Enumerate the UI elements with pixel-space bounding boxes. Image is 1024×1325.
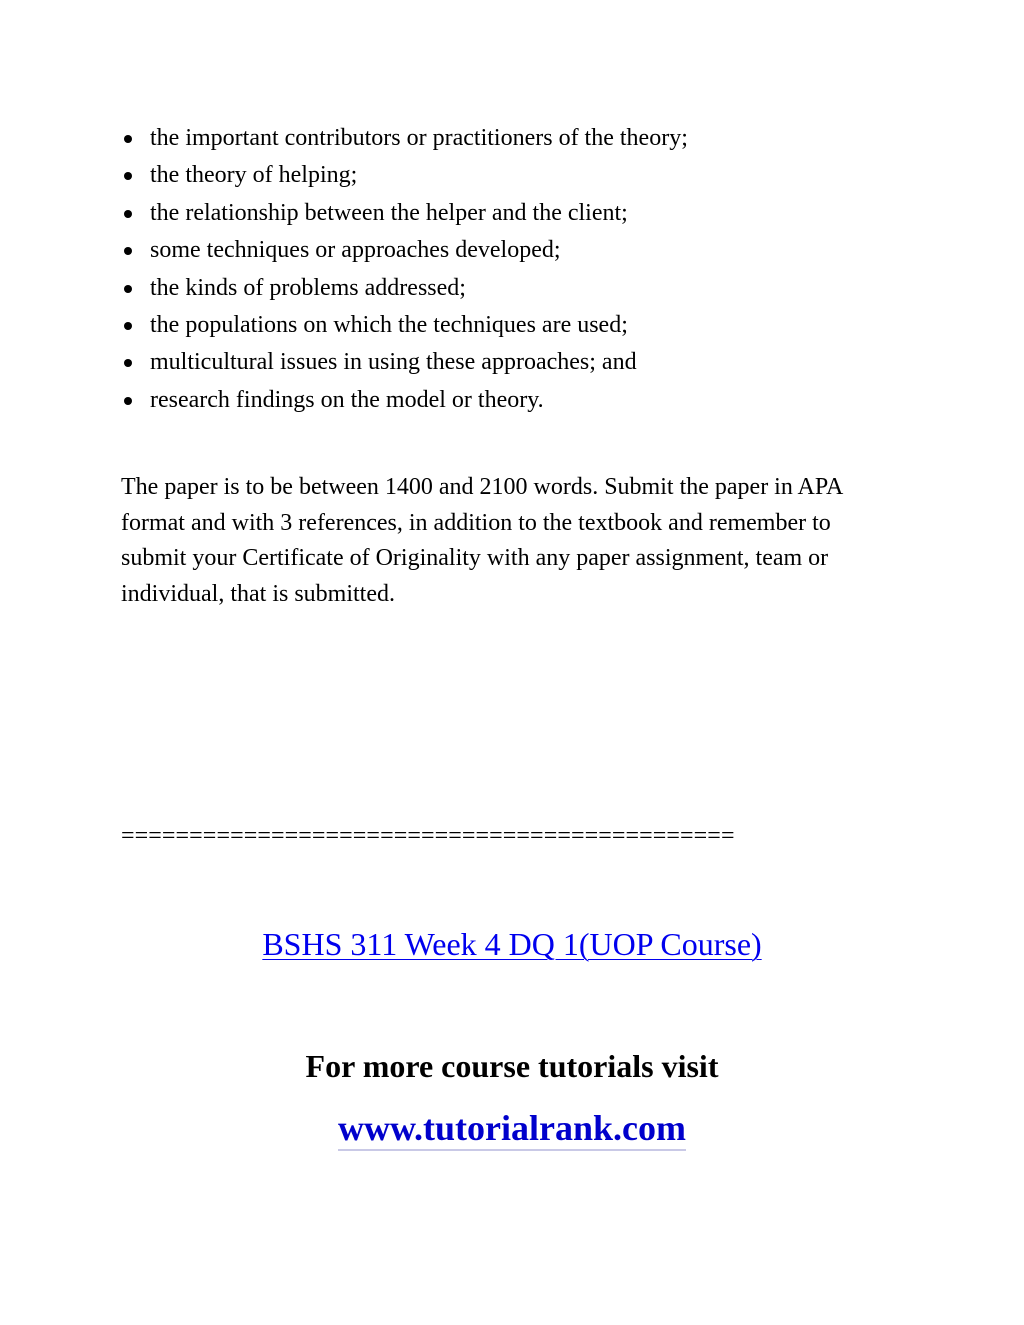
- instructions-paragraph: The paper is to be between 1400 and 2100 words. Submit the paper in APA format and with 3 references, in addition to the textbook and remember to submit your Certificate of Originality with any paper assignment, team or individual, that is submitted.: [121, 474, 843, 607]
- list-item-text: the theory of helping;: [150, 162, 358, 189]
- list-item-text: the kinds of problems addressed;: [150, 274, 466, 301]
- list-item: [121, 344, 688, 381]
- bullet-icon: [124, 359, 132, 367]
- list-item-text: research findings on the model or theory.: [150, 386, 544, 413]
- requirements-list: [121, 120, 688, 419]
- bullet-icon: [124, 172, 132, 180]
- list-item-text: multicultural issues in using these approaches; and: [150, 349, 637, 376]
- list-item: [121, 270, 688, 307]
- course-link-container: [0, 922, 1024, 966]
- list-item: [121, 120, 688, 157]
- site-link-container: [0, 1105, 1024, 1151]
- list-item: [121, 195, 688, 232]
- site-link[interactable]: www.tutorialrank.com: [338, 1108, 686, 1151]
- bullet-icon: [124, 397, 132, 405]
- bullet-icon: [124, 285, 132, 293]
- course-link[interactable]: BSHS 311 Week 4 DQ 1(UOP Course): [262, 926, 762, 962]
- separator-line: =============================================: [121, 823, 735, 849]
- list-item-text: the populations on which the techniques are used;: [150, 311, 628, 338]
- promo-heading: For more course tutorials visit: [305, 1048, 719, 1084]
- bullet-icon: [124, 322, 132, 330]
- bullet-icon: [124, 247, 132, 255]
- list-item: [121, 382, 688, 419]
- list-item: [121, 232, 688, 269]
- bullet-icon: [124, 135, 132, 143]
- bullet-icon: [124, 210, 132, 218]
- list-item-text: some techniques or approaches developed;: [150, 237, 561, 264]
- list-item: [121, 157, 688, 194]
- list-item: [121, 307, 688, 344]
- list-item-text: the relationship between the helper and the client;: [150, 199, 628, 226]
- list-item-text: the important contributors or practitioners of the theory;: [150, 125, 688, 151]
